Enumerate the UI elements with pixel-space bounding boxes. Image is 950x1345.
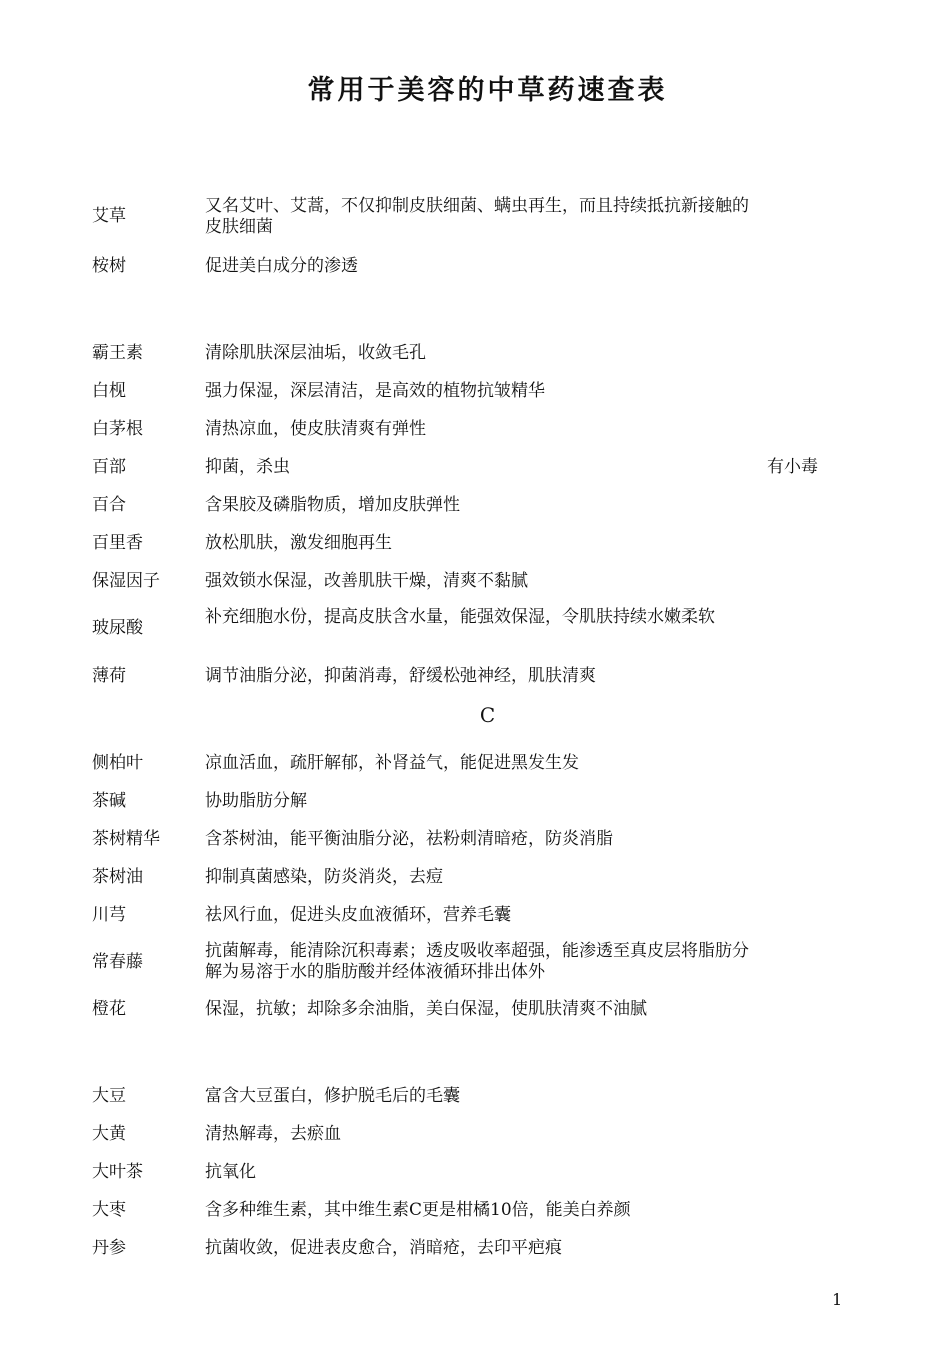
herb-description: 促进美白成分的渗透 xyxy=(205,256,358,276)
herb-description: 协助脂肪分解 xyxy=(205,791,307,811)
herb-name: 大黄 xyxy=(92,1124,126,1144)
herb-description: 清热凉血，使皮肤清爽有弹性 xyxy=(205,419,426,439)
herb-name: 百部 xyxy=(92,457,126,477)
herb-name: 常春藤 xyxy=(92,952,143,972)
herb-name: 茶树精华 xyxy=(92,829,160,849)
herb-name: 白茅根 xyxy=(92,419,143,439)
herb-description: 抗氧化 xyxy=(205,1162,256,1182)
page-number: 1 xyxy=(832,1290,843,1309)
herb-description: 清除肌肤深层油垢，收敛毛孔 xyxy=(205,343,426,363)
herb-name: 茶树油 xyxy=(92,867,143,887)
herb-name: 霸王素 xyxy=(92,343,143,363)
herb-description: 补充细胞水份，提高皮肤含水量，能强效保湿，令肌肤持续水嫩柔软 xyxy=(205,607,715,627)
herb-description: 含茶树油，能平衡油脂分泌，祛粉刺清暗疮，防炎消脂 xyxy=(205,829,613,849)
herb-name: 百里香 xyxy=(92,533,143,553)
herb-description: 抗菌解毒，能清除沉积毒素；透皮吸收率超强，能渗透至真皮层将脂肪分解为易溶于水的脂肪酸并经体液循环排出体外 xyxy=(205,941,749,982)
herb-description: 调节油脂分泌，抑菌消毒，舒缓松弛神经，肌肤清爽 xyxy=(205,666,596,686)
herb-description: 保湿，抗敏；却除多余油脂，美白保湿，使肌肤清爽不油腻 xyxy=(205,999,647,1019)
herb-name: 大豆 xyxy=(92,1086,126,1106)
herb-name: 侧柏叶 xyxy=(92,753,143,773)
herb-description: 又名艾叶、艾蒿，不仅抑制皮肤细菌、螨虫再生，而且持续抵抗新接触的皮肤细菌 xyxy=(205,196,749,237)
herb-name: 桉树 xyxy=(92,256,126,276)
herb-description: 含果胶及磷脂物质，增加皮肤弹性 xyxy=(205,495,460,515)
herb-description: 放松肌肤，激发细胞再生 xyxy=(205,533,392,553)
herb-name: 橙花 xyxy=(92,999,126,1019)
herb-description: 抑菌，杀虫 xyxy=(205,457,290,477)
herb-description: 清热解毒，去瘀血 xyxy=(205,1124,341,1144)
herb-description: 富含大豆蛋白，修护脱毛后的毛囊 xyxy=(205,1086,460,1106)
herb-description: 强力保湿，深层清洁，是高效的植物抗皱精华 xyxy=(205,381,545,401)
herb-description: 含多种维生素，其中维生素C更是柑橘10倍，能美白养颜 xyxy=(205,1200,631,1220)
herb-name: 川芎 xyxy=(92,905,126,925)
toxicity-note: 有小毒 xyxy=(767,457,818,477)
herb-description: 抗菌收敛，促进表皮愈合，消暗疮，去印平疤痕 xyxy=(205,1238,562,1258)
herb-name: 艾草 xyxy=(92,206,126,226)
herb-name: 大枣 xyxy=(92,1200,126,1220)
herb-description: 祛风行血，促进头皮血液循环，营养毛囊 xyxy=(205,905,511,925)
herb-name: 大叶茶 xyxy=(92,1162,143,1182)
herb-name: 保湿因子 xyxy=(92,571,160,591)
herb-description: 凉血活血，疏肝解郁，补肾益气，能促进黑发生发 xyxy=(205,753,579,773)
herb-name: 玻尿酸 xyxy=(92,618,143,638)
page-title: 常用于美容的中草药速查表 xyxy=(307,75,668,106)
herb-description: 抑制真菌感染，防炎消炎，去痘 xyxy=(205,867,443,887)
herb-name: 白枧 xyxy=(92,381,126,401)
herb-name: 百合 xyxy=(92,495,126,515)
section-letter: C xyxy=(479,703,496,727)
herb-name: 丹参 xyxy=(92,1238,126,1258)
herb-name: 茶碱 xyxy=(92,791,126,811)
herb-description: 强效锁水保湿，改善肌肤干燥，清爽不黏腻 xyxy=(205,571,528,591)
herb-name: 薄荷 xyxy=(92,666,126,686)
